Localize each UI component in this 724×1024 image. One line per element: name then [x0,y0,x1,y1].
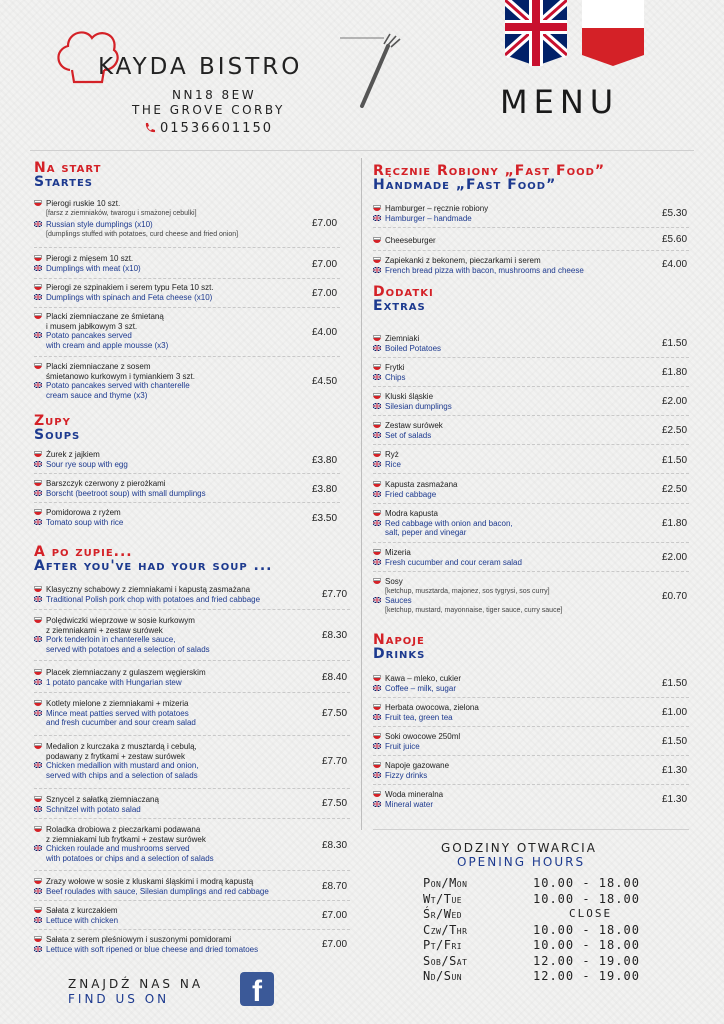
menu-item: Pierogi ze szpinakiem i serem typu Feta 10 szt. Dumplings with spinach and Feta cheese (x10) [34,283,214,302]
price: £5.60 [662,234,688,245]
price: £7.70 [322,589,348,600]
item-divider [34,247,340,248]
price: £1.50 [662,736,688,747]
uk-flag-icon [373,743,381,749]
item-divider [373,697,689,698]
poland-flag-icon [373,237,381,243]
price: £1.80 [662,518,688,529]
price: £0.70 [662,591,688,602]
price: £1.80 [662,367,688,378]
poland-flag-icon [34,313,42,319]
hours-title-pl: GODZINY OTWARCIA [441,841,597,855]
fastfood-heading-pl: Ręcznie Robiony „Fast Food” [373,163,606,179]
uk-flag [505,0,567,66]
poland-flag-icon [373,393,381,399]
menu-item: Napoje gazowane Fizzy drinks [373,761,449,780]
item-divider [34,788,350,789]
item-divider [373,415,689,416]
price: £1.30 [662,765,688,776]
menu-item: Kapusta zasmażana Fried cabbage [373,480,458,499]
poland-flag-icon [373,675,381,681]
poland-flag-icon [373,364,381,370]
menu-item: Klasyczny schabowy z ziemniakami i kapustą zasmażana Traditional Polish pork chop with potatoes and fried cabbage [34,585,260,604]
poland-flag-icon [373,510,381,516]
poland-flag-icon [373,704,381,710]
poland-flag-icon [34,617,42,623]
poland-flag [582,0,644,66]
uk-flag-icon [34,382,42,388]
poland-flag-icon [373,762,381,768]
menu-item: Ryż Rice [373,450,401,469]
column-divider [361,158,362,830]
price: £8.30 [322,630,348,641]
menu-item: Pierogi z mięsem 10 szt. Dumplings with meat (x10) [34,254,141,273]
poland-flag-icon [373,335,381,341]
price: £7.70 [322,756,348,767]
poland-flag-icon [34,509,42,515]
poland-flag-icon [373,733,381,739]
mains-heading-en: After you've had your soup ... [34,558,273,574]
item-divider [373,571,689,572]
menu-item: Medalion z kurczaka z musztardą i cebulą, podawany z frytkami + zestaw surówek Chicken medallion with mustard and onion, served with chips and a selection of salads [34,742,199,780]
starters-heading-en: Startes [34,174,93,190]
menu-title: MENU [500,83,620,121]
phone-icon [144,122,156,134]
price: £7.00 [312,259,338,270]
menu-item: Ziemniaki Boiled Potatoes [373,334,441,353]
menu-item: Polędwiczki wieprzowe w sosie kurkowym z ziemniakami + zestaw surówek Pork tenderloin in chanterelle sauce, served with potatoes and a selection of salads [34,616,210,654]
uk-flag-icon [373,597,381,603]
item-divider [34,609,350,610]
uk-flag-icon [34,221,42,227]
uk-flag-icon [34,888,42,894]
uk-flag-icon [373,801,381,807]
price: £8.40 [322,672,348,683]
item-divider [373,227,689,228]
item-divider [373,503,689,504]
uk-flag-icon [34,762,42,768]
fork-icon [340,30,404,110]
uk-flag-icon [373,461,381,467]
price: £8.30 [322,840,348,851]
uk-flag-icon [34,461,42,467]
address-postcode: NN18 8EW [172,88,257,102]
menu-item: Frytki Chips [373,363,405,382]
price: £8.70 [322,881,348,892]
poland-flag-icon [373,257,381,263]
restaurant-name: KAYDA BISTRO [98,54,303,80]
extras-heading-pl: Dodatki [373,284,434,300]
item-divider [373,386,689,387]
item-divider [34,818,350,819]
menu-item: Mizeria Fresh cucumber and cour ceram salad [373,548,522,567]
poland-flag-icon [34,669,42,675]
uk-flag-icon [34,332,42,338]
price: £1.50 [662,338,688,349]
uk-flag-icon [373,685,381,691]
item-divider [373,250,689,251]
poland-flag-icon [34,255,42,261]
item-divider [373,444,689,445]
find-us-en: FIND US ON [68,992,170,1006]
menu-item: Żurek z jajkiem Sour rye soup with egg [34,450,128,469]
starters-heading-pl: Na start [34,160,102,176]
poland-flag-icon [34,907,42,913]
address-street: THE GROVE CORBY [132,103,285,117]
menu-item: Sałata z kurczakiem Lettuce with chicken [34,906,118,925]
poland-flag-icon [373,791,381,797]
uk-flag-icon [34,490,42,496]
poland-flag-icon [34,200,42,206]
poland-flag-icon [34,700,42,706]
menu-item: Sosy [ketchup, musztarda, majonez, sos tygrysi, sos curry] Sauces [ketchup, mustard, mayonnaise, tiger sauce, curry sauce] [373,577,562,615]
price: £5.30 [662,208,688,219]
price: £2.00 [662,552,688,563]
poland-flag-icon [34,796,42,802]
item-divider [34,660,350,661]
uk-flag-icon [373,432,381,438]
item-divider [34,900,350,901]
price: £4.00 [312,327,338,338]
price: £7.00 [312,288,338,299]
uk-flag-icon [34,294,42,300]
poland-flag-icon [373,578,381,584]
menu-item: Modra kapusta Red cabbage with onion and bacon, salt, peper and vinegar [373,509,513,538]
price: £7.50 [322,708,348,719]
poland-flag-icon [373,205,381,211]
uk-flag-icon [373,403,381,409]
price: £4.00 [662,259,688,270]
item-divider [34,473,340,474]
poland-flag-icon [34,363,42,369]
menu-item: Zrazy wołowe w sosie z kluskami śląskimi i modrą kapustą Beef roulades with sauce, Silesian dumplings and red cabbage [34,877,269,896]
item-divider [34,307,340,308]
uk-flag-icon [34,806,42,812]
item-divider [34,356,340,357]
price: £2.00 [662,396,688,407]
menu-item: Herbata owocowa, zielona Fruit tea, green tea [373,703,479,722]
uk-flag-icon [34,596,42,602]
poland-flag-icon [373,451,381,457]
uk-flag-icon [34,917,42,923]
item-divider [373,357,689,358]
menu-item: Soki owocowe 250ml Fruit juice [373,732,460,751]
uk-flag-icon [373,374,381,380]
price: £7.00 [312,218,338,229]
item-divider [373,542,689,543]
poland-flag-icon [34,451,42,457]
item-divider [373,473,689,474]
price: £4.50 [312,376,338,387]
uk-flag-icon [34,519,42,525]
menu-item: Sałata z serem pleśniowym i suszonymi pomidorami Lettuce with soft ripened or blue cheese and dried tomatoes [34,935,258,954]
menu-item: Pomidorowa z ryżem Tomato soup with rice [34,508,123,527]
poland-flag-icon [34,284,42,290]
menu-item: Roladka drobiowa z pieczarkami podawana z ziemniakami lub frytkami + zestaw surówek Chicken roulade and mushrooms served with potatoes or chips and a selection of salads [34,825,214,863]
uk-flag-icon [34,636,42,642]
mains-heading-pl: A po zupie... [34,544,133,560]
price: £2.50 [662,484,688,495]
price: £1.50 [662,678,688,689]
menu-item: Hamburger – ręcznie robiony Hamburger – handmade [373,204,488,223]
drinks-heading-en: Drinks [373,646,426,662]
price: £3.80 [312,484,338,495]
menu-item: Kawa – mleko, cukier Coffee – milk, sugar [373,674,461,693]
price: £7.50 [322,798,348,809]
uk-flag-icon [34,265,42,271]
soups-heading-pl: Zupy [34,413,71,429]
uk-flag-icon [34,946,42,952]
price: £1.50 [662,455,688,466]
price: £7.00 [322,939,348,950]
menu-item: Barszczyk czerwony z pierożkami Borscht (beetroot soup) with small dumplings [34,479,206,498]
uk-flag-icon [373,772,381,778]
uk-flag-icon [373,345,381,351]
item-divider [373,755,689,756]
item-divider [373,784,689,785]
item-divider [34,870,350,871]
uk-flag-icon [34,679,42,685]
poland-flag-icon [34,480,42,486]
poland-flag-icon [34,936,42,942]
hours-divider [373,829,689,830]
menu-item: Placki ziemniaczane z sosem śmietanowo kurkowym i tymiankiem 3 szt. Potato pancakes served with chanterelle cream sauce and thyme (x3) [34,362,195,400]
menu-item: Pierogi ruskie 10 szt. [farsz z ziemniaków, twarogu i smażonej cebulki] Russian style dumplings (x10) [dumplings stuffed with potatoes, curd cheese and fried onion] [34,199,238,239]
facebook-icon[interactable]: f [240,972,274,1006]
item-divider [34,735,350,736]
poland-flag-icon [373,422,381,428]
uk-flag-icon [34,710,42,716]
menu-item: Zestaw surówek Set of salads [373,421,443,440]
phone-number[interactable]: 01536601150 [160,121,273,136]
poland-flag-icon [373,549,381,555]
price: £3.50 [312,513,338,524]
price: £1.00 [662,707,688,718]
item-divider [34,278,340,279]
poland-flag-icon [34,826,42,832]
hours-title-en: OPENING HOURS [457,855,586,869]
soups-heading-en: Soups [34,427,81,443]
drinks-heading-pl: Napoje [373,632,425,648]
menu-item: Zapiekanki z bekonem, pieczarkami i serem French bread pizza with bacon, mushrooms and cheese [373,256,584,275]
uk-flag-icon [373,559,381,565]
poland-flag-icon [373,481,381,487]
uk-flag-icon [373,714,381,720]
fastfood-heading-en: Handmade „Fast Food” [373,177,557,193]
poland-flag-icon [34,586,42,592]
menu-item: Kotlety mielone z ziemniakami + mizeria Mince meat patties served with potatoes and fresh cucumber and sour cream salad [34,699,196,728]
menu-item: Sznycel z sałatką ziemniaczaną Schnitzel with potato salad [34,795,159,814]
extras-heading-en: Extras [373,298,426,314]
uk-flag-icon [34,845,42,851]
item-divider [373,726,689,727]
item-divider [34,502,340,503]
poland-flag-icon [34,878,42,884]
find-us-pl: ZNAJDŹ NAS NA [68,977,204,991]
item-divider [34,929,350,930]
uk-flag-icon [373,267,381,273]
menu-item: Placki ziemniaczane ze śmietaną i musem jabłkowym 3 szt. Potato pancakes served with cream and apple mousse (x3) [34,312,168,350]
menu-item: Woda mineralna Mineral water [373,790,443,809]
price: £3.80 [312,455,338,466]
uk-flag-icon [373,215,381,221]
uk-flag-icon [373,491,381,497]
menu-item: Placek ziemniaczany z gulaszem węgierskim 1 potato pancake with Hungarian stew [34,668,206,687]
header-divider [30,150,694,151]
menu-item: Cheeseburger [373,236,436,246]
menu-item: Kluski śląskie Silesian dumplings [373,392,452,411]
price: £7.00 [322,910,348,921]
price: £1.30 [662,794,688,805]
poland-flag-icon [34,743,42,749]
uk-flag-icon [373,520,381,526]
item-divider [34,692,350,693]
price: £2.50 [662,425,688,436]
